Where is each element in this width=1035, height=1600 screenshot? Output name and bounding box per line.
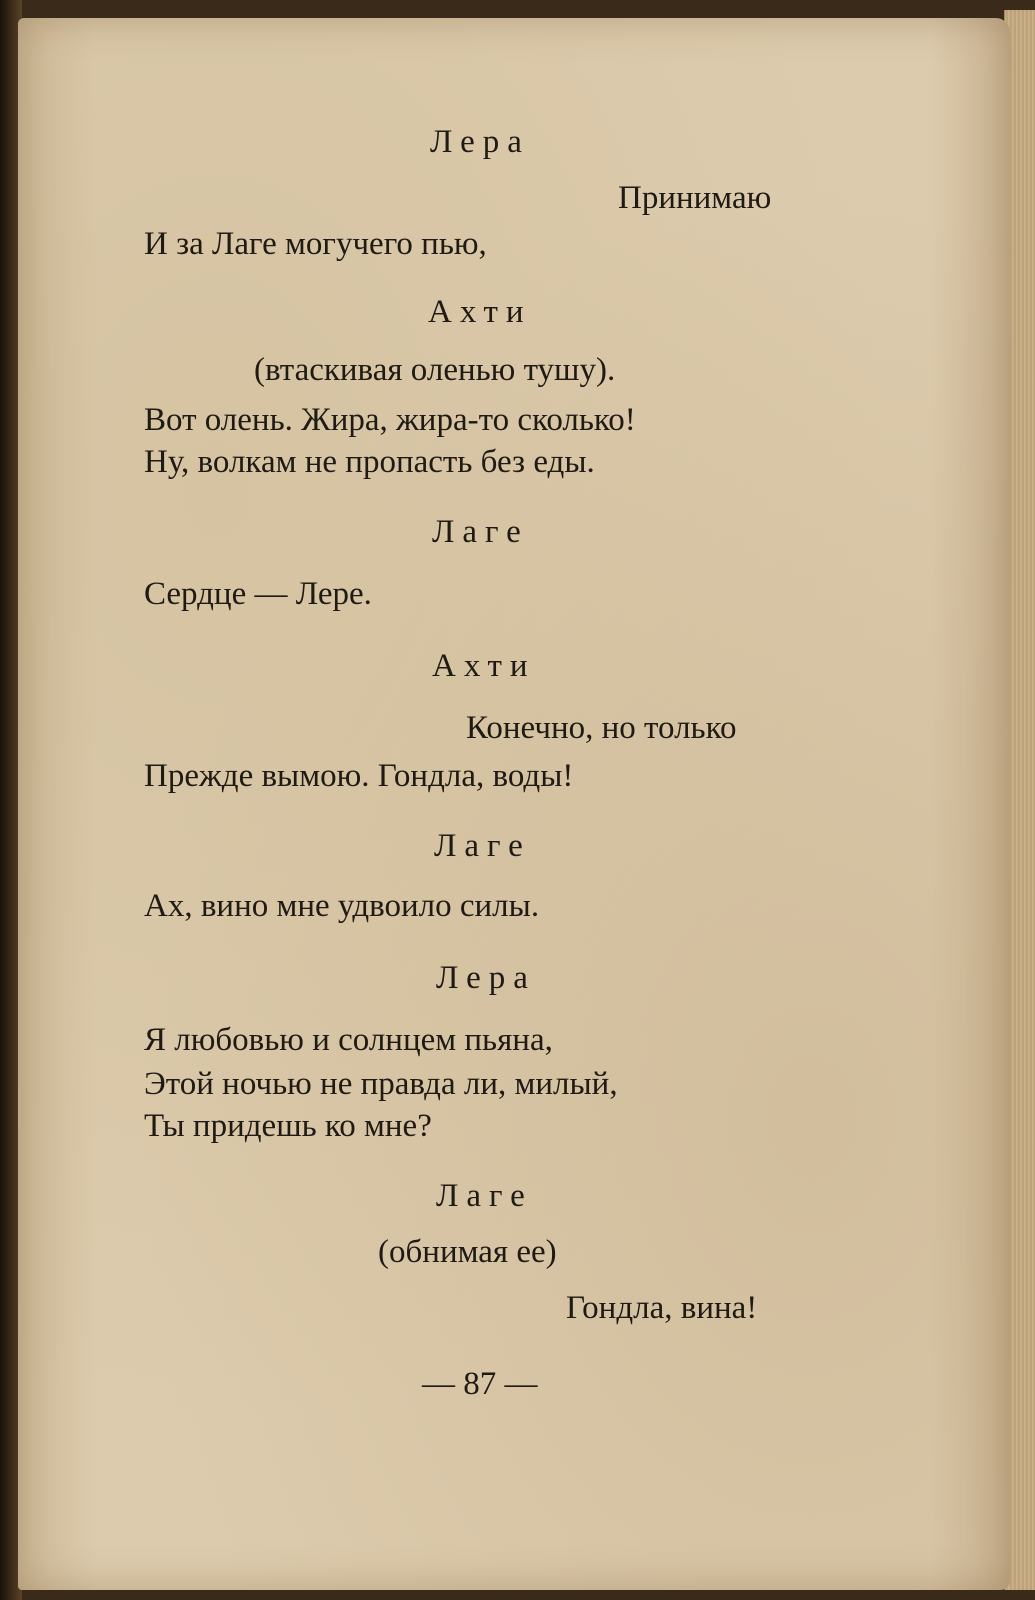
verse-line: Я любовью и солнцем пьяна, [144,1022,553,1058]
verse-line: Сердце — Лере. [144,576,372,612]
page-text [18,18,1010,1590]
speaker-name: Лаге [436,1178,533,1214]
verse-line: И за Лаге могучего пью, [144,226,487,262]
speaker-name: Ахти [432,648,536,684]
stage-direction: (обнимая ее) [378,1234,557,1270]
verse-line: Ты придешь ко мне? [144,1108,432,1144]
speaker-name: Лаге [434,828,531,864]
page-number: — 87 — [422,1366,538,1402]
verse-line: Ну, волкам не пропасть без еды. [144,444,595,480]
verse-line: Вот олень. Жира, жира-то сколько! [144,402,636,438]
book-page [18,18,1010,1590]
verse-line: Этой ночью не правда ли, милый, [144,1066,618,1102]
verse-line: Прежде вымою. Гондла, воды! [144,758,574,794]
verse-line: Конечно, но только [466,710,737,746]
stage-direction: (втаскивая оленью тушу). [254,352,616,388]
speaker-name: Лера [436,960,536,996]
speaker-name: Ахти [428,294,532,330]
speaker-name: Лаге [432,514,529,550]
speaker-name: Лера [430,124,530,160]
verse-line: Гондла, вина! [566,1290,758,1326]
verse-line: Принимаю [618,180,772,216]
verse-line: Ах, вино мне удвоило силы. [144,888,540,924]
